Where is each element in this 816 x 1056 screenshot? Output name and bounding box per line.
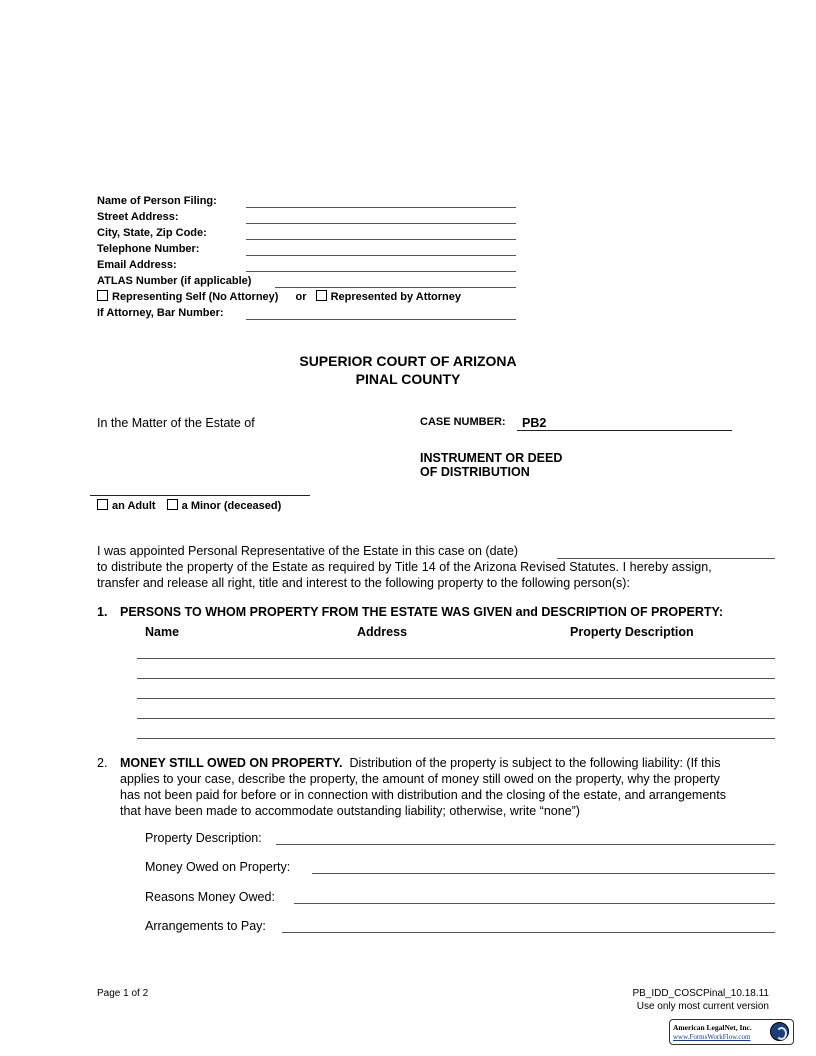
minor-checkbox[interactable]	[167, 499, 178, 510]
or-label: or	[295, 291, 307, 303]
arrangements-label: Arrangements to Pay:	[145, 919, 266, 933]
city-state-zip-field[interactable]	[246, 239, 516, 240]
case-number-value: PB2	[522, 416, 547, 430]
email-label: Email Address:	[97, 259, 177, 271]
section2-heading: MONEY STILL OWED ON PROPERTY.	[120, 756, 343, 770]
decedent-name-field[interactable]	[90, 495, 310, 496]
badge-company-name: American LegalNet, Inc.	[673, 1023, 752, 1032]
filer-name-label: Name of Person Filing:	[97, 195, 217, 207]
street-address-field[interactable]	[246, 223, 516, 224]
section2-line1-text: Distribution of the property is subject to the following liability: (If this	[349, 756, 721, 770]
column-header-property: Property Description	[570, 625, 694, 639]
city-state-zip-label: City, State, Zip Code:	[97, 227, 207, 239]
distribution-line-1[interactable]	[137, 658, 775, 659]
section2-number: 2.	[97, 756, 108, 770]
section1-number: 1.	[97, 605, 108, 619]
filer-name-field[interactable]	[246, 207, 516, 208]
section1-heading: PERSONS TO WHOM PROPERTY FROM THE ESTATE WAS GIVEN and DESCRIPTION OF PROPERTY:	[120, 605, 724, 619]
document-title-line1: INSTRUMENT OR DEED	[420, 451, 563, 465]
representation-row	[97, 289, 461, 305]
intro-line2: to distribute the property of the Estate as required by Title 14 of the Arizona Revised Statutes. I hereby assign,	[97, 560, 712, 574]
version-note: Use only most current version	[636, 1001, 769, 1012]
section2-line2: applies to your case, describe the property, the amount of money still owed on the property, why the property	[120, 772, 720, 786]
badge-website: www.FormsWorkFlow.com	[673, 1033, 751, 1041]
american-legalnet-badge[interactable]	[669, 1019, 794, 1045]
minor-label: a Minor (deceased)	[181, 500, 282, 512]
section2-line4: that have been made to accommodate outstanding liability; otherwise, write “none”)	[120, 804, 580, 818]
page-number: Page 1 of 2	[97, 988, 149, 999]
email-field[interactable]	[246, 271, 516, 272]
column-header-name: Name	[145, 625, 180, 639]
section2-line3: has not been paid for before or in connection with distribution and the closing of the estate, and arrangements	[120, 788, 726, 802]
bar-number-label: If Attorney, Bar Number:	[97, 307, 224, 319]
badge-logo-icon	[770, 1022, 789, 1041]
column-header-address: Address	[357, 625, 408, 639]
telephone-label: Telephone Number:	[97, 243, 200, 255]
arrangements-field[interactable]	[282, 932, 775, 933]
distribution-line-2[interactable]	[137, 678, 775, 679]
county-name: PINAL COUNTY	[355, 371, 461, 387]
atlas-number-field[interactable]	[275, 287, 516, 288]
property-description-label: Property Description:	[145, 831, 262, 845]
money-owed-field[interactable]	[312, 873, 775, 874]
property-description-field[interactable]	[276, 844, 775, 845]
representing-self-checkbox[interactable]	[97, 290, 108, 301]
intro-line3: transfer and release all right, title and interest to the following property to the following person(s):	[97, 576, 630, 590]
court-name: SUPERIOR COURT OF ARIZONA	[299, 353, 517, 369]
reasons-owed-field[interactable]	[294, 903, 775, 904]
represented-by-attorney-label: Represented by Attorney	[330, 291, 461, 303]
telephone-field[interactable]	[246, 255, 516, 256]
matter-label: In the Matter of the Estate of	[97, 416, 255, 430]
representing-self-label: Representing Self (No Attorney)	[112, 291, 279, 303]
document-title-line2: OF DISTRIBUTION	[420, 465, 530, 479]
bar-number-field[interactable]	[246, 319, 516, 320]
money-owed-label: Money Owed on Property:	[145, 860, 291, 874]
distribution-line-5[interactable]	[137, 738, 775, 739]
decedent-status-row	[97, 498, 281, 514]
adult-checkbox[interactable]	[97, 499, 108, 510]
section2-line1	[120, 755, 720, 771]
case-number-label: CASE NUMBER:	[420, 416, 506, 428]
distribution-line-4[interactable]	[137, 718, 775, 719]
represented-by-attorney-checkbox[interactable]	[316, 290, 327, 301]
street-address-label: Street Address:	[97, 211, 179, 223]
adult-label: an Adult	[112, 500, 156, 512]
case-number-field[interactable]	[517, 430, 732, 431]
intro-line1: I was appointed Personal Representative of the Estate in this case on (date)	[97, 544, 519, 558]
distribution-line-3[interactable]	[137, 698, 775, 699]
reasons-owed-label: Reasons Money Owed:	[145, 890, 275, 904]
form-id: PB_IDD_COSCPinal_10.18.11	[632, 988, 769, 999]
atlas-number-label: ATLAS Number (if applicable)	[97, 275, 252, 287]
